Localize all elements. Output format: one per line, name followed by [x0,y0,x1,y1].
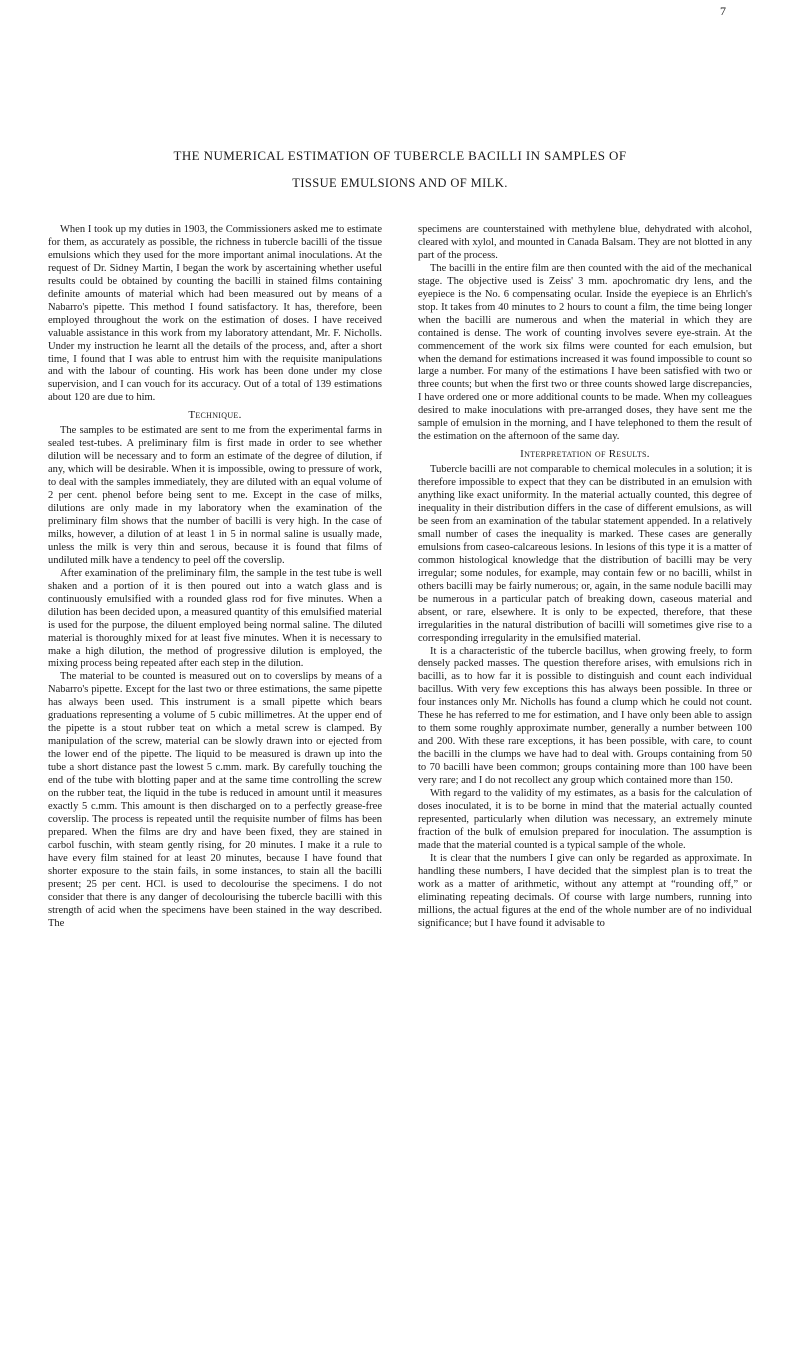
distribution-paragraph: Tubercle bacilli are not comparable to chemical molecules in a solution; it is therefore impossible to expect that they can be distributed in an emulsion with anything like exact uniformity. In the material actually counted, this degree of inequality in their distribution differs in the case of different emulsions, as will be seen from an examination of the tabular statement appended. In a relatively small number of cases the inequality is marked. These cases are generally emulsions from caseo-calcareous lesions. In lesions of this type it is a matter of common histological knowledge that the distribution of bacilli may be very irregular; some nodules, for example, may contain few or no bacilli, whilst in others bacilli may be fairly numerous; or, again, in the same nodule bacilli may be numerous in a particular patch of breaking down, caseous material and absent, or rare, elsewhere. It is only to be expected, therefore, that these irregularities in the natural distribution of bacilli will sometimes give rise to a corresponding irregularity in the emulsified material. [418,464,752,644]
section-heading-interpretation: Interpretation of Results. [520,448,650,461]
article-subtitle: TISSUE EMULSIONS AND OF MILK. [292,176,508,190]
right-column [418,224,752,1344]
pipette-paragraph: The material to be counted is measured out on to coverslips by means of a Nabarro's pipette. Except for the last two or three estimations, the same pipette has always been used. This instrument is a small pipette which bears graduations representing a volume of 5 cubic millimetres. At the upper end of the pipette is a stout rubber teat on which a metal screw is clamped. By manipulation of the screw, material can be slowly drawn into or ejected from the lower end of the pipette. The liquid to be measured is drawn up into the tube a short distance past the lowest 5 c.mm. mark. By carefully touching the end of the tube with blotting paper and at the same time controlling the screw on the rubber teat, the liquid in the tube is reduced in amount until it measures exactly 5 c.mm. This amount is then discharged on to a perfectly grease-free coverslip. The process is repeated until the requisite number of films has been prepared. When the films are dry and have been fixed, they are stained in carbol fuschin, with steam gently rising, for 20 minutes. I make it a rule to have every film stained for at least 20 minutes, because I have found that shorter exposure to the stain fails, in some instances, to stain all the bacilli present; 25 per cent. HCl. is used to decolourise the specimens. I do not consider that there is any danger of decolourising the tubercle bacilli with this strength of acid when the specimens have been stained in the way described. The [48,671,382,929]
validity-paragraph: With regard to the validity of my estimates, as a basis for the calculation of doses inoculated, it is to be borne in mind that the material actually counted represented, particularly when dilution was necessary, an extremely minute fraction of the bulk of emulsion prepared for inoculation. The assumption is made that the material counted is a typical sample of the whole. [418,787,752,851]
page-number: 7 [720,4,726,18]
staining-continuation-paragraph: specimens are counterstained with methylene blue, dehydrated with alcohol, cleared with xylol, and mounted in Canada Balsam. They are not blotted in any part of the process. [418,224,752,261]
samples-paragraph: The samples to be estimated are sent to me from the experimental farms in sealed test-tubes. A preliminary film is first made in order to see whether dilution will be necessary and to form an estimate of the degree of dilution, if any, which will be desirable. When it is impossible, owing to pressure of work, to deal with the samples immediately, they are diluted with an equal volume of 2 per cent. phenol before being sent to me. Except in the case of milks, dilutions are only made in my laboratory when the examination of the preliminary film shows that the number of bacilli is very high. In the case of milks, however, a dilution of at least 1 in 5 in normal saline is usually made, unless the milk is very thin and serous, because it is found that films of undiluted milk have a tendency to peel off the coverslip. [48,425,382,566]
intro-paragraph: When I took up my duties in 1903, the Commissioners asked me to estimate for them, as accurately as possible, the richness in tubercle bacilli of the tissue emulsions which they used for the more important animal inoculations. At the request of Dr. Sidney Martin, I began the work by ascertaining whether useful results could be obtained by counting the bacilli in stained films containing definite amounts of material which had been measured out by means of a Nabarro's pipette. This method I found satisfactory. It has, therefore, been employed throughout the work on the estimation of doses. I have received valuable assistance in this work from my laboratory attendant, Mr. F. Nicholls. Under my instruction he learnt all the details of the process, and, after a short time, I found that I was able to entrust him with the requisite manipulations and with the labour of counting. His work has been done under my close supervision, and I can vouch for its accuracy. Out of a total of 139 estimations about 120 are due to him. [48,224,382,404]
clumps-paragraph: It is a characteristic of the tubercle bacillus, when growing freely, to form densely packed masses. The question therefore arises, with emulsions rich in bacilli, as to how far it is possible to distinguish and count each individual bacillus. With very few exceptions this has always been possible. In three or four instances only Mr. Nicholls has found a clump which he could not count. These he has referred to me for estimation, and I have only been able to assign to them some roughly approximate number, generally a number between 100 and 200. With these rare exceptions, it has been possible, with care, to count the bacilli in the clumps we have had to deal with. Groups containing from 50 to 70 bacilli have been common; groups containing more than 100 have been very rare; and I do not recollect any group which contained more than 150. [418,645,752,787]
approximation-paragraph: It is clear that the numbers I give can only be regarded as approximate. In handling these numbers, I have decided that the simplest plan is to treat the work as a matter of arithmetic, without any attempt at “rounding off,” or eliminating repeating decimals. Of course with large numbers, running into millions, the actual figures at the end of the whole number are of no individual significance; but I have found it advisable to [418,852,752,929]
section-heading-technique: Technique. [188,409,242,422]
article-title: THE NUMERICAL ESTIMATION OF TUBERCLE BACILLI IN SAMPLES OF [173,148,627,163]
left-column [48,224,382,1344]
counting-paragraph: The bacilli in the entire film are then counted with the aid of the mechanical stage. The objective used is Zeiss' 3 mm. apochromatic dry lens, and the eyepiece is the No. 6 compensating ocular. Inside the eyepiece is an Ehrlich's stop. It takes from 40 minutes to 2 hours to count a film, the time being longer when the bacilli are numerous and when the material in which they are contained is dense. The work of counting involves severe eye-strain. At the commencement of the work six films were counted for each emulsion, but when the demand for estimations increased it was found impossible to count so large a number. For many of the estimations I have been satisfied with two or three counts; but when the first two or three counts showed large discrepancies, I have ordered one or more additional counts to be made. When my colleagues desired to make inoculations with pre-arranged doses, they have sent me the sample of emulsion in the morning, and I have telephoned to them the result of the estimation on the afternoon of the same day. [418,262,752,443]
emulsification-paragraph: After examination of the preliminary film, the sample in the test tube is well shaken and a portion of it is then poured out into a watch glass and is continuously emulsified with a rounded glass rod for five minutes. When a dilution has been decided upon, a measured quantity of this emulsified material is used for the purpose, the diluent employed being normal saline. The diluted material is thoroughly mixed for at least five minutes. When it is necessary to make a high dilution, the method of progressive dilution is employed, the mixing process being repeated after each step in the dilution. [48,567,382,670]
